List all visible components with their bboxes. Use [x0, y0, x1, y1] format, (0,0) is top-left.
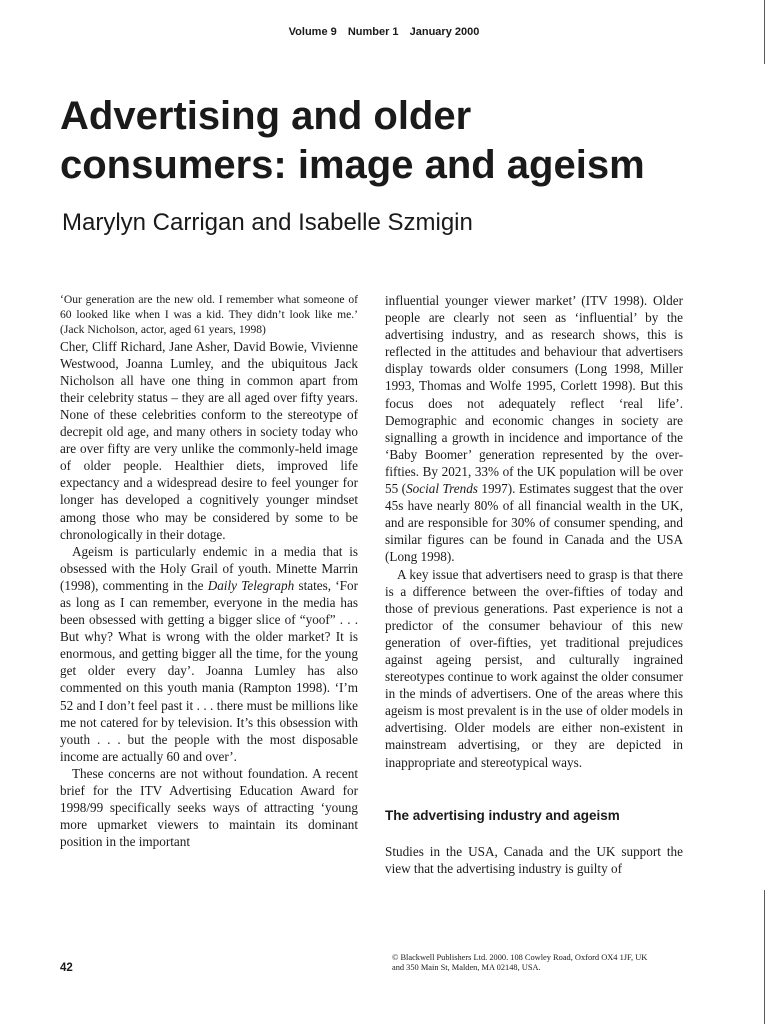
epigraph-quote: ‘Our generation are the new old. I remember what someone of 60 looked like when I was a kid. They didn’t look like me.’ (Jack Nicholson, actor, aged 61 years, 1998)	[60, 293, 358, 337]
issue-number-label: Number 1	[347, 26, 399, 38]
page-number: 42	[60, 962, 73, 974]
copyright-line-2: and 350 Main St, Malden, MA 02148, USA.	[392, 963, 541, 973]
scan-edge-mark-top	[764, 0, 765, 64]
issue-date-label: January 2000	[409, 26, 480, 38]
body-paragraph-6: Studies in the USA, Canada and the UK support the view that the advertising industry is guilty of	[385, 843, 683, 876]
article-authors: Marylyn Carrigan and Isabelle Szmigin	[62, 209, 473, 236]
right-text-column	[385, 292, 683, 877]
title-line-2: consumers: image and ageism	[60, 143, 645, 187]
section-heading: The advertising industry and ageism	[385, 807, 620, 823]
running-header	[0, 26, 768, 38]
left-text-column	[60, 292, 358, 850]
copyright-notice	[392, 953, 692, 974]
paragraph-4-text-a: influential younger viewer market’ (ITV 1998). Older people are clearly not seen as ‘influential’ by the advertising industry, and as research shows, this is reflected in the attitudes and behaviour that advertisers display towards older consumers (Long 1998, Miller 1993, Thomas and Wolfe 1995, Corlett 1998). But this focus does not adequately reflect ‘real life’. Demographic and economic changes in society are signalling a growth in incidence and importance of the ‘Baby Boomer’ generation represented by the over-fifties. By 2021, 33% of the UK population will be over 55 (	[385, 293, 683, 497]
body-paragraph-2	[60, 543, 358, 765]
body-paragraph-3: These concerns are not without foundation. A recent brief for the ITV Advertising Education Award for 1998/99 specifically seeks ways of attracting ‘young more upmarket viewers to maintain its dominant position in the important	[60, 765, 358, 850]
body-paragraph-4	[385, 292, 683, 566]
paragraph-2-italic-source: Daily Telegraph	[207, 577, 295, 593]
copyright-line-1: © Blackwell Publishers Ltd. 2000. 108 Cowley Road, Oxford OX4 1JF, UK	[392, 953, 648, 962]
article-title	[60, 92, 740, 190]
scan-edge-mark-bottom	[764, 890, 765, 1024]
paragraph-2-text-a: Ageism is particularly endemic in a media that is obsessed with the Holy Grail of youth. Minette Marrin (1998), commenting in the	[60, 543, 358, 593]
paragraph-4-text-b: 1997). Estimates suggest that the over 45s have nearly 80% of all financial wealth in the UK, and are responsible for 30% of consumer spending, and similar figures can be found in Canada and the USA (Long 1998).	[385, 481, 683, 565]
body-paragraph-1: Cher, Cliff Richard, Jane Asher, David Bowie, Vivienne Westwood, Joanna Lumley, and the ubiquitous Jack Nicholson all have one thing in common apart from their celebrity status – they are all aged over fifty years. None of these celebrities conform to the stereotype of decrepit old age, and many others in society today who are over fifty are very unlike the commonly-held image of older people. Healthier diets, improved life expectancy and a widespread desire to feel younger for longer has developed a cognitively younger mindset among those who may be considered by some to be chronologically in their dotage.	[60, 338, 358, 542]
paragraph-4-italic-source: Social Trends	[406, 481, 478, 497]
paragraph-2-text-b: states, ‘For as long as I can remember, everyone in the media has been obsessed with getting a bigger slice of “yoof” . . . But why? What is wrong with the older market? It is enormous, and getting bigger all the time, for the young get older every day’. Joanna Lumley has also commented on this youth mania (Rampton 1998). ‘I’m 52 and I don’t feel past it . . . there must be millions like me not catered for by television. It’s this obsession with youth . . . but the people with the most disposable income are actually 60 and over’.	[60, 577, 358, 764]
body-paragraph-5: A key issue that advertisers need to grasp is that there is a difference between the over-fifties of today and those of previous generations. Past experience is not a predictor of the consumer behaviour of this new generation of over-fifties, yet traditional prejudices against ageing persist, and culturally ingrained stereotypes continue to work against the older consumer in the minds of advertisers. One of the areas where this ageism is most prevalent is in the use of older models in advertising. Older models are either non-existent in mainstream advertising, or they are depicted in inappropriate and stereotypical ways.	[385, 566, 683, 770]
volume-label: Volume 9	[288, 26, 337, 38]
title-line-1: Advertising and older	[60, 94, 472, 138]
